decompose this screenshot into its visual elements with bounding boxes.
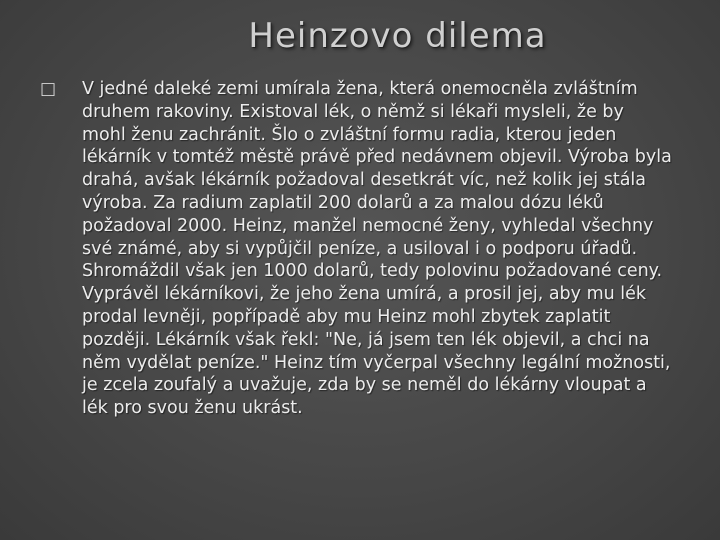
bullet-paragraph: V jedné daleké zemi umírala žena, která onemocněla zvláštním druhem rakoviny. Existoval lék, o němž si lékaři mysleli, že by mohl ženu zachránit. Šlo o zvláštní formu radia, kterou jeden lékárník v tomtéž městě právě před nedávnem objevil. Výroba byla drahá, avšak lékárník požadoval desetkrát víc, než kolik jej stála výroba. Za radium zaplatil 200 dolarů a za malou dózu léků požadoval 2000. Heinz, manžel nemocné ženy, vyhledal všechny své známé, aby si vypůjčil peníze, a usiloval i o podporu úřadů. Shromáždil však jen 1000 dolarů, tedy polovinu požadované ceny. Vyprávěl lékárníkovi, že jeho žena umírá, a prosil jej, aby mu lék prodal levněji, popřípadě aby mu Heinz mohl zbytek zaplatit později. Lékárník však řekl: "Ne, já jsem ten lék objevil, a chci na něm vydělat peníze." Heinz tím vyčerpal všechny legální možnosti, je zcela zoufalý a uvažuje, zda by se neměl do lékárny vloupat a lék pro svou ženu ukrást. (82, 79, 672, 419)
slide-title: Heinzovo dilema (248, 16, 547, 56)
bullet-item (40, 78, 680, 420)
slide-content (40, 78, 680, 420)
bullet-square-icon: □ (40, 79, 57, 99)
